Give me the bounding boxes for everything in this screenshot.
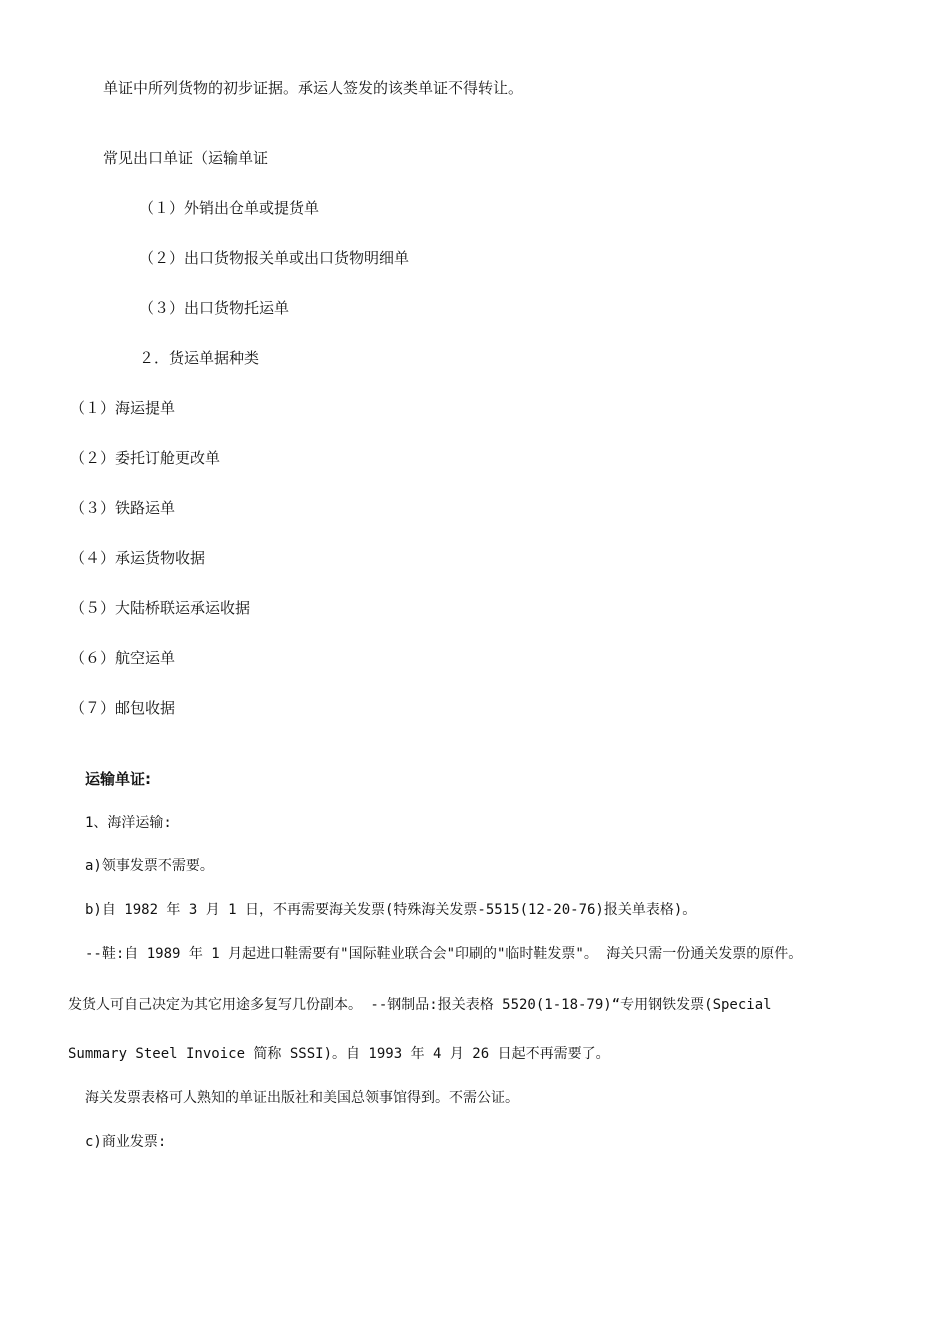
export-doc-item: （１）外销出仓单或提货单 xyxy=(139,199,320,217)
shoes-line-3: Summary Steel Invoice 简称 SSSI)。自 1993 年 4 月 26 日起不再需要了。 xyxy=(68,1046,610,1062)
transport-docs-heading: 运输单证: xyxy=(85,770,151,788)
cargo-doc-item: （６）航空运单 xyxy=(70,649,176,667)
heading-common-export-docs: 常见出口单证（运输单证 xyxy=(103,149,269,167)
intro-line: 单证中所列货物的初步证据。承运人签发的该类单证不得转让。 xyxy=(103,79,524,97)
section-cargo-docs-heading: ２．货运单据种类 xyxy=(139,349,260,367)
customs-forms-line: 海关发票表格可人熟知的单证出版社和美国总领事馆得到。不需公证。 xyxy=(85,1090,519,1106)
shoes-line-2: 发货人可自己决定为其它用途多复写几份副本。 --钢制品:报关表格 5520(1-18-79)“专用钢铁发票(Special xyxy=(68,997,772,1013)
export-doc-item: （２）出口货物报关单或出口货物明细单 xyxy=(139,249,410,267)
item-b-line: b)自 1982 年 3 月 1 日，不再需要海关发票(特殊海关发票-5515(12-20-76)报关单表格)。 xyxy=(85,902,697,918)
cargo-doc-item: （３）铁路运单 xyxy=(70,499,176,517)
cargo-doc-item: （２）委托订舱更改单 xyxy=(70,449,221,467)
cargo-doc-item: （１）海运提单 xyxy=(70,399,176,417)
item-c-line: c)商业发票: xyxy=(85,1134,167,1150)
export-doc-item: （３）出口货物托运单 xyxy=(139,299,290,317)
item-a-line: a)领事发票不需要。 xyxy=(85,858,214,874)
ocean-transport-line: 1、海洋运输: xyxy=(85,815,172,831)
cargo-doc-item: （５）大陆桥联运承运收据 xyxy=(70,599,251,617)
cargo-doc-item: （７）邮包收据 xyxy=(70,699,176,717)
shoes-line-1: --鞋:自 1989 年 1 月起进口鞋需要有"国际鞋业联合会"印刷的"临时鞋发票"。 海关只需一份通关发票的原件。 xyxy=(85,946,803,962)
cargo-doc-item: （４）承运货物收据 xyxy=(70,549,206,567)
